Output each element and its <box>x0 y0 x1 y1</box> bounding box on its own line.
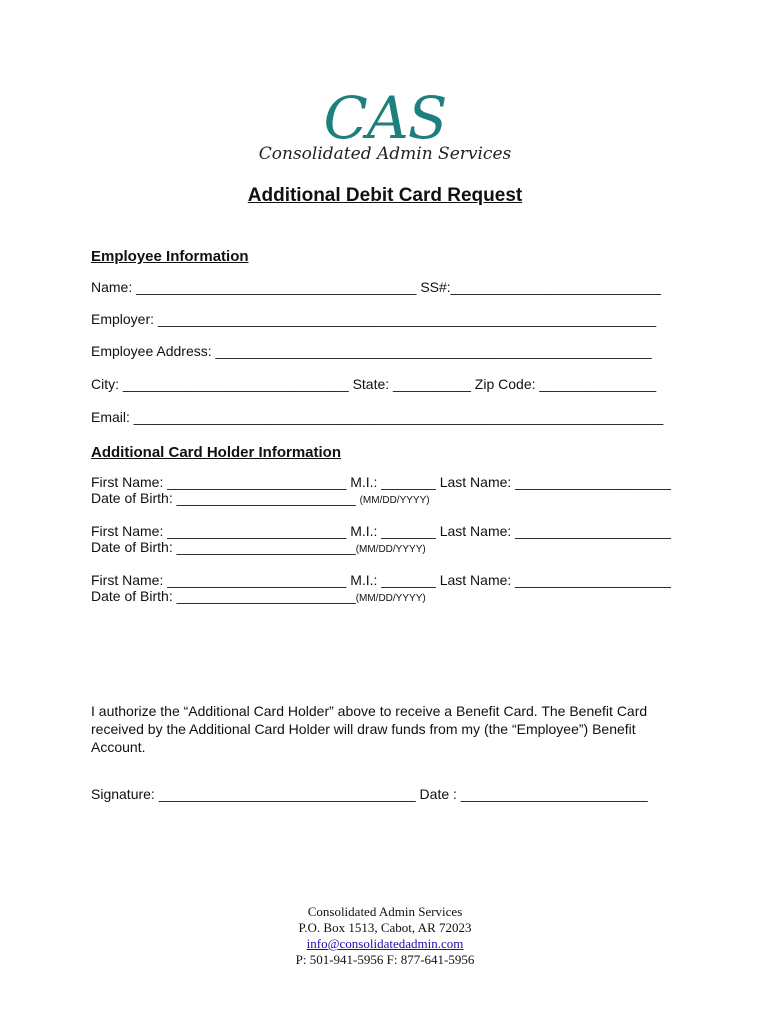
authorization-statement: I authorize the “Additional Card Holder” above to receive a Benefit Card. The Benefit Card received by the Additional Card Holder will draw funds from my (the “Employee”) Benefit Account. <box>91 703 648 755</box>
company-logo-name: Consolidated Admin Services <box>258 144 512 164</box>
holder-1-dob-format: (MM/DD/YYYY) <box>359 495 430 506</box>
footer-contact <box>0 904 770 968</box>
company-logo-mark: CAS <box>323 84 447 152</box>
footer-phones: P: 501-941-5956 F: 877-641-5956 <box>295 952 475 967</box>
holder-3-dob-format: (MM/DD/YYYY) <box>355 593 426 604</box>
holder-1-dob-field[interactable] <box>91 490 430 506</box>
employee-section-heading: Employee Information <box>91 248 249 265</box>
signature-date-field[interactable]: Signature: _________________________________ Date : ________________________ <box>91 786 648 802</box>
employee-name-ssn-field[interactable]: Name: ____________________________________ SS#:___________________________ <box>91 279 661 295</box>
holder-2-dob-label: Date of Birth: _______________________ <box>91 539 356 555</box>
holder-2-dob-field[interactable] <box>91 539 426 555</box>
city-state-zip-field[interactable]: City: _____________________________ State: __________ Zip Code: _______________ <box>91 376 657 392</box>
holder-3-dob-label: Date of Birth: _______________________ <box>91 588 356 604</box>
email-field[interactable]: Email: ____________________________________________________________________ <box>91 409 664 425</box>
holder-1-name-field[interactable]: First Name: _______________________ M.I.: _______ Last Name: ____________________ <box>91 474 671 490</box>
footer-email-link[interactable]: info@consolidatedadmin.com <box>306 936 464 951</box>
footer-company: Consolidated Admin Services <box>307 904 463 919</box>
holder-2-name-field[interactable]: First Name: _______________________ M.I.: _______ Last Name: ____________________ <box>91 523 671 539</box>
form-title: Additional Debit Card Request <box>247 185 523 206</box>
employee-address-field[interactable]: Employee Address: ________________________________________________________ <box>91 343 652 359</box>
holder-2-dob-format: (MM/DD/YYYY) <box>355 544 426 555</box>
holder-section-heading: Additional Card Holder Information <box>91 444 341 461</box>
holder-1-dob-label: Date of Birth: _______________________ <box>91 490 360 506</box>
holder-3-name-field[interactable]: First Name: _______________________ M.I.: _______ Last Name: ____________________ <box>91 572 671 588</box>
employer-field[interactable]: Employer: ________________________________________________________________ <box>91 311 657 327</box>
holder-3-dob-field[interactable] <box>91 588 426 604</box>
footer-address: P.O. Box 1513, Cabot, AR 72023 <box>298 920 472 935</box>
